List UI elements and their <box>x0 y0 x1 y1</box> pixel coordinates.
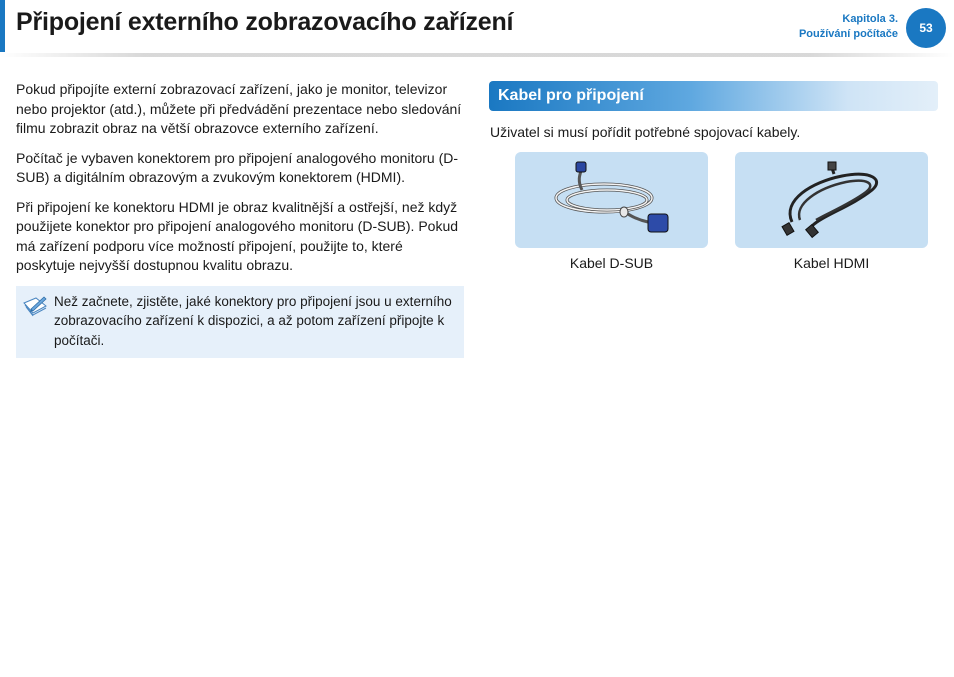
section-title: Kabel pro připojení <box>498 87 644 104</box>
page-title: Připojení externího zobrazovacího zařízení <box>16 8 514 36</box>
note-pencil-icon <box>22 294 48 324</box>
header-accent-bar <box>0 0 5 52</box>
note-text: Než začnete, zjistěte, jaké konektory pro připojení jsou u externího zobrazovacího zařízení k dispozici, a až potom zařízení připojte k počítači. <box>54 293 452 348</box>
hdmi-cable-icon <box>772 160 892 240</box>
note-box <box>16 286 464 359</box>
section-header <box>489 81 938 111</box>
dsub-cable-icon <box>552 160 672 240</box>
right-column <box>489 81 938 271</box>
chapter-number: Kapitola 3. <box>842 13 898 25</box>
chapter-label <box>799 12 898 42</box>
chapter-subtitle: Používání počítače <box>798 28 898 40</box>
left-column <box>16 80 464 358</box>
hdmi-cable-card <box>735 152 928 248</box>
paragraph-intro: Pokud připojíte externí zobrazovací zařízení, jako je monitor, televizor nebo projektor (atd.), můžete při předvádění prezentace nebo sledování filmu zobrazit obraz na větší obrazovce externího zařízení. <box>16 81 462 136</box>
dsub-cable-card <box>515 152 708 248</box>
hdmi-cable-caption: Kabel HDMI <box>793 255 870 271</box>
cable-intro-text: Uživatel si musí pořídit potřebné spojovací kabely. <box>490 124 801 140</box>
header-divider <box>0 53 954 57</box>
page-number-badge: 53 <box>906 8 946 48</box>
paragraph-quality: Při připojení ke konektoru HDMI je obraz kvalitnější a ostřejší, než když použijete konektor pro připojení analogového monitoru (D-SUB). Pokud má zařízení podporu více možností připojení, použijte to, které poskytuje nejvyšší dostupnou kvalitu obrazu. <box>16 198 459 273</box>
paragraph-connectors: Počítač je vybaven konektorem pro připojení analogového monitoru (D-SUB) a digitálním obrazovým a zvukovým konektorem (HDMI). <box>16 149 459 185</box>
dsub-cable-caption: Kabel D-SUB <box>569 255 654 271</box>
